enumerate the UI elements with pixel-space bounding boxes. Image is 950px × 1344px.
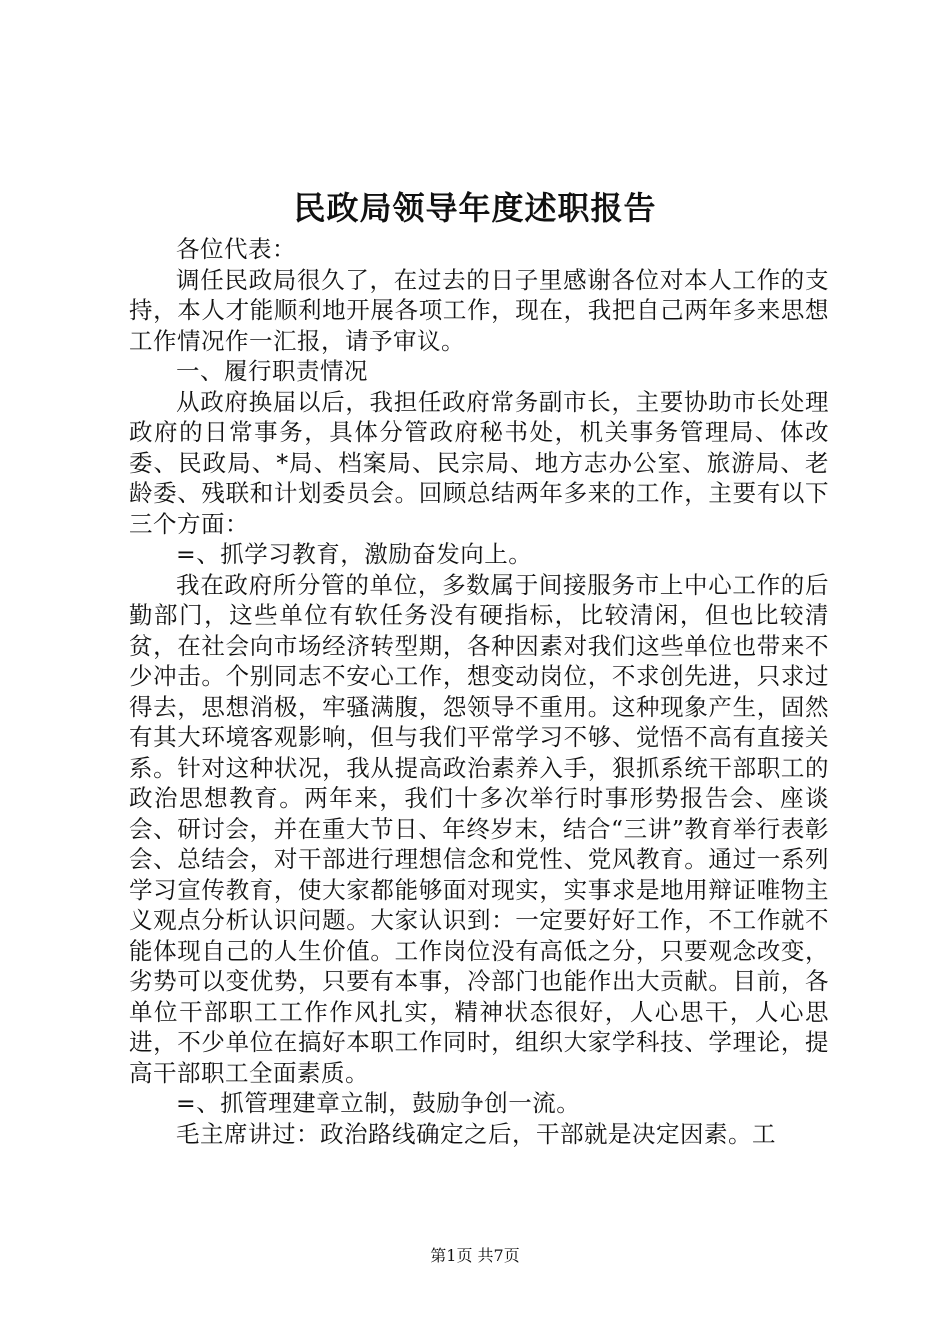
- document-body: [129, 234, 829, 1149]
- page-footer: 第1页 共7页: [430, 1246, 520, 1265]
- section-heading: 一、履行职责情况: [176, 357, 368, 385]
- subsection-heading: =、抓管理建章立制，鼓励争创一流。: [176, 1089, 581, 1117]
- document-title: 民政局领导年度述职报告: [293, 189, 657, 227]
- management-paragraph: 毛主席讲过：政治路线确定之后，干部就是决定因素。工: [176, 1119, 776, 1148]
- intro-paragraph: 调任民政局很久了，在过去的日子里感谢各位对本人工作的支持，本人才能顺利地开展各项工作，现在，我把自己两年多来思想工作情况作一汇报，请予审议。: [129, 265, 829, 355]
- duties-paragraph: 从政府换届以后，我担任政府常务副市长，主要协助市长处理政府的日常事务，具体分管政府秘书处，机关事务管理局、体改委、民政局、*局、档案局、民宗局、地方志办公室、旅游局、老龄委、残联和计划委员会。回顾总结两年多来的工作，主要有以下三个方面：: [129, 387, 829, 538]
- education-paragraph: 我在政府所分管的单位，多数属于间接服务市上中心工作的后勤部门，这些单位有软任务没有硬指标，比较清闲，但也比较清贫，在社会向市场经济转型期，各种因素对我们这些单位也带来不少冲击。个别同志不安心工作，想变动岗位，不求创先进，只求过得去，思想消极，牢骚满腹，怨领导不重用。这种现象产生，固然有其大环境客观影响，但与我们平常学习不够、觉悟不高有直接关系。针对这种状况，我从提高政治素养入手，狠抓系统干部职工的政治思想教育。两年来，我们十多次举行时事形势报告会、座谈会、研讨会，并在重大节日、年终岁末，结合“三讲”教育举行表彰会、总结会，对干部进行理想信念和党性、党风教育。通过一系列学习宣传教育，使大家都能够面对现实，实事求是地用辩证唯物主义观点分析认识问题。大家认识到：一定要好好工作，不工作就不能体现自己的人生价值。工作岗位没有高低之分，只要观念改变，劣势可以变优势，只要有本事，冷部门也能作出大贡献。目前，各单位干部职工工作作风扎实，精神状态很好，人心思干，人心思进，不少单位在搞好本职工作同时，组织大家学科技、学理论，提高干部职工全面素质。: [129, 570, 829, 1087]
- salutation: 各位代表：: [176, 235, 296, 263]
- subsection-heading: =、抓学习教育，激励奋发向上。: [176, 540, 533, 568]
